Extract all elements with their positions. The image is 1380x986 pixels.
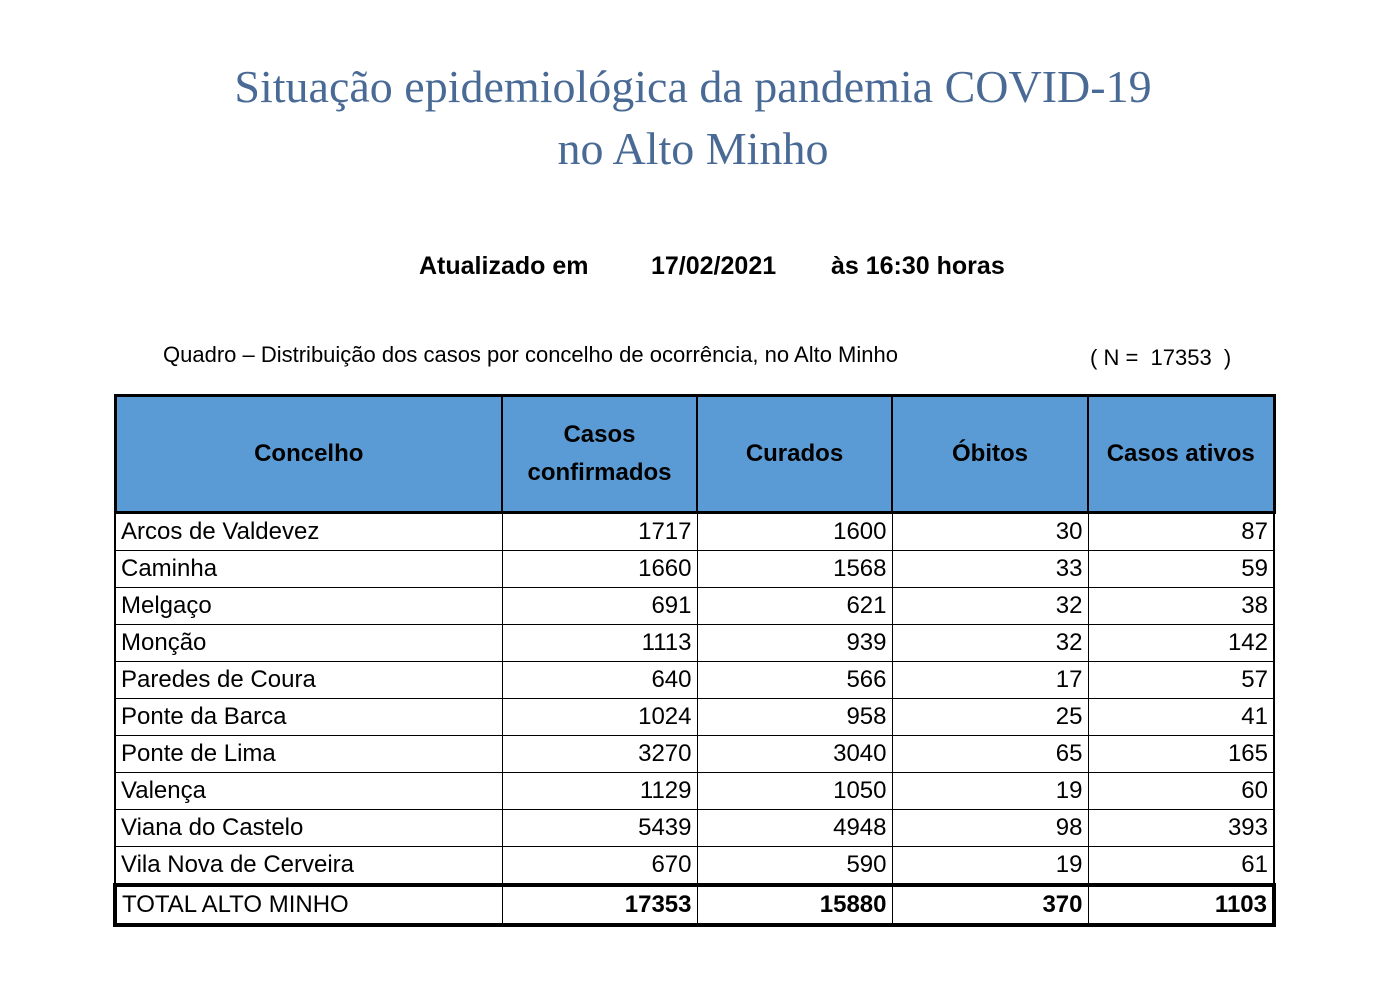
cases-table (113, 394, 1276, 927)
cell-curados: 1568 (697, 551, 892, 588)
cell-curados: 590 (697, 847, 892, 886)
cell-concelho: Valença (115, 773, 502, 810)
cell-casos: 670 (502, 847, 697, 886)
cell-casos: 691 (502, 588, 697, 625)
updated-date: 17/02/2021 (651, 252, 777, 280)
table-row (115, 625, 1274, 662)
updated-time: às 16:30 horas (831, 252, 1005, 280)
cell-ativos: 41 (1088, 699, 1274, 736)
cell-casos: 3270 (502, 736, 697, 773)
table-row (115, 513, 1274, 551)
table-row (115, 810, 1274, 847)
cell-obitos: 25 (892, 699, 1088, 736)
cell-concelho: Vila Nova de Cerveira (115, 847, 502, 886)
cell-ativos: 60 (1088, 773, 1274, 810)
total-casos: 17353 (502, 885, 697, 925)
header-concelho: Concelho (115, 396, 502, 513)
table-total-row (115, 885, 1274, 925)
cell-curados: 566 (697, 662, 892, 699)
cell-casos: 5439 (502, 810, 697, 847)
cell-ativos: 38 (1088, 588, 1274, 625)
table-row (115, 699, 1274, 736)
cell-ativos: 87 (1088, 513, 1274, 551)
cell-obitos: 19 (892, 847, 1088, 886)
table-row (115, 736, 1274, 773)
table-row (115, 662, 1274, 699)
cell-ativos: 57 (1088, 662, 1274, 699)
cell-obitos: 30 (892, 513, 1088, 551)
cell-concelho: Paredes de Coura (115, 662, 502, 699)
cell-obitos: 32 (892, 588, 1088, 625)
header-casos-line2: confirmados (527, 459, 672, 486)
total-n-label: ( N = 17353 ) (1090, 345, 1232, 370)
header-casos-line1: Casos (563, 421, 636, 448)
cell-concelho: Ponte da Barca (115, 699, 502, 736)
cell-curados: 4948 (697, 810, 892, 847)
cell-concelho: Arcos de Valdevez (115, 513, 502, 551)
cell-casos: 1113 (502, 625, 697, 662)
cell-ativos: 59 (1088, 551, 1274, 588)
cell-concelho: Monção (115, 625, 502, 662)
cell-curados: 1050 (697, 773, 892, 810)
cell-obitos: 65 (892, 736, 1088, 773)
page-title-line-2: no Alto Minho (557, 123, 829, 174)
cell-casos: 1024 (502, 699, 697, 736)
cell-obitos: 19 (892, 773, 1088, 810)
header-casos-confirmados (502, 396, 697, 513)
total-obitos: 370 (892, 885, 1088, 925)
cell-curados: 958 (697, 699, 892, 736)
cell-ativos: 165 (1088, 736, 1274, 773)
cell-obitos: 17 (892, 662, 1088, 699)
cell-obitos: 33 (892, 551, 1088, 588)
cell-curados: 621 (697, 588, 892, 625)
updated-label: Atualizado em (419, 252, 589, 280)
header-curados: Curados (697, 396, 892, 513)
updated-timestamp (419, 252, 1005, 281)
cell-casos: 640 (502, 662, 697, 699)
cell-concelho: Viana do Castelo (115, 810, 502, 847)
header-obitos: Óbitos (892, 396, 1088, 513)
cell-curados: 939 (697, 625, 892, 662)
total-ativos: 1103 (1088, 885, 1274, 925)
cell-curados: 1600 (697, 513, 892, 551)
header-casos-ativos: Casos ativos (1088, 396, 1274, 513)
cell-concelho: Caminha (115, 551, 502, 588)
cell-casos: 1129 (502, 773, 697, 810)
table-row (115, 847, 1274, 886)
table-row (115, 773, 1274, 810)
cell-ativos: 61 (1088, 847, 1274, 886)
cell-obitos: 32 (892, 625, 1088, 662)
cell-casos: 1660 (502, 551, 697, 588)
table-caption: Quadro – Distribuição dos casos por concelho de ocorrência, no Alto Minho (163, 342, 898, 367)
table-row (115, 551, 1274, 588)
cell-casos: 1717 (502, 513, 697, 551)
table-header-row (115, 396, 1274, 513)
cell-obitos: 98 (892, 810, 1088, 847)
table-row (115, 588, 1274, 625)
cell-ativos: 393 (1088, 810, 1274, 847)
cell-concelho: Melgaço (115, 588, 502, 625)
cell-concelho: Ponte de Lima (115, 736, 502, 773)
page-title-line-1: Situação epidemiológica da pandemia COVID-19 (234, 61, 1152, 112)
cell-ativos: 142 (1088, 625, 1274, 662)
cell-curados: 3040 (697, 736, 892, 773)
total-curados: 15880 (697, 885, 892, 925)
total-label: TOTAL ALTO MINHO (115, 885, 502, 925)
